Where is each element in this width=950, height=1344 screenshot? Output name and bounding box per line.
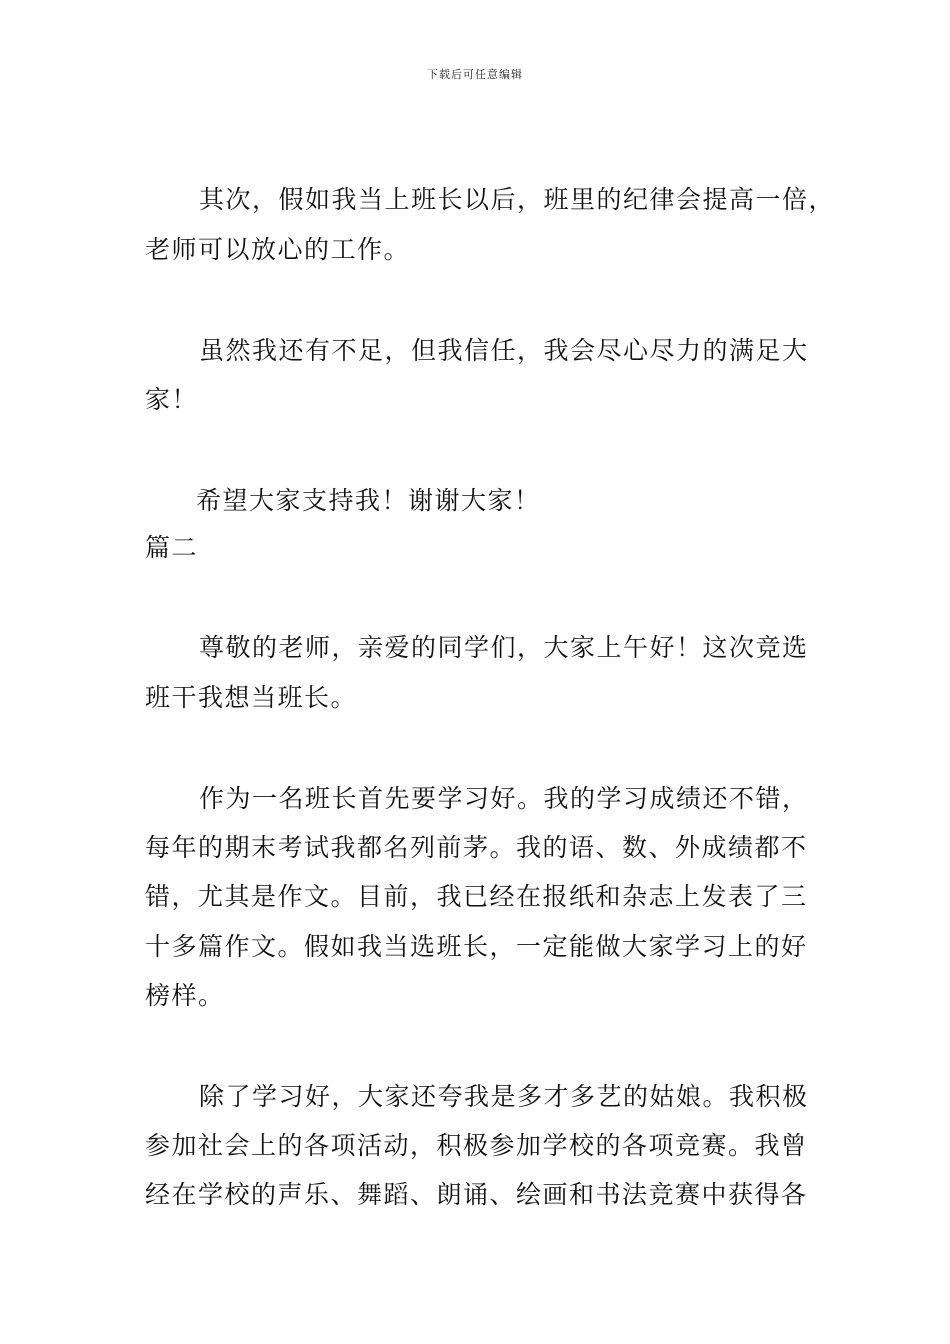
paragraph-line: 作为一名班长首先要学习好。我的学习成绩还不错，: [199, 784, 809, 813]
paragraph-line: 错，尤其是作文。目前，我已经在报纸和杂志上发表了三: [145, 882, 808, 911]
section-heading: 篇二: [145, 533, 199, 562]
paragraph-line: 除了学习好，大家还夸我是多才多艺的姑娘。我积极: [199, 1082, 809, 1111]
paragraph-line: 榜样。: [145, 981, 225, 1010]
page-header: 下载后可任意编辑: [427, 68, 523, 81]
paragraph-line: 其次，假如我当上班长以后，班里的纪律会提高一倍，: [199, 185, 836, 214]
paragraph-line: 尊敬的老师，亲爱的同学们，大家上午好！这次竞选: [199, 633, 809, 662]
paragraph-line: 经在学校的声乐、舞蹈、朗诵、绘画和书法竞赛中获得各: [145, 1180, 808, 1209]
paragraph-line: 班干我想当班长。: [145, 683, 358, 712]
paragraph-line: 家！: [145, 385, 199, 414]
paragraph-line: 十多篇作文。假如我当选班长，一定能做大家学习上的好: [145, 932, 808, 961]
paragraph-line: 希望大家支持我！谢谢大家！: [196, 486, 541, 515]
paragraph-line: 老师可以放心的工作。: [145, 235, 411, 264]
paragraph-line: 每年的期末考试我都名列前茅。我的语、数、外成绩都不: [145, 833, 808, 862]
paragraph-line: 虽然我还有不足，但我信任，我会尽心尽力的满足大: [199, 336, 809, 365]
paragraph-line: 参加社会上的各项活动，积极参加学校的各项竞赛。我曾: [145, 1131, 808, 1160]
